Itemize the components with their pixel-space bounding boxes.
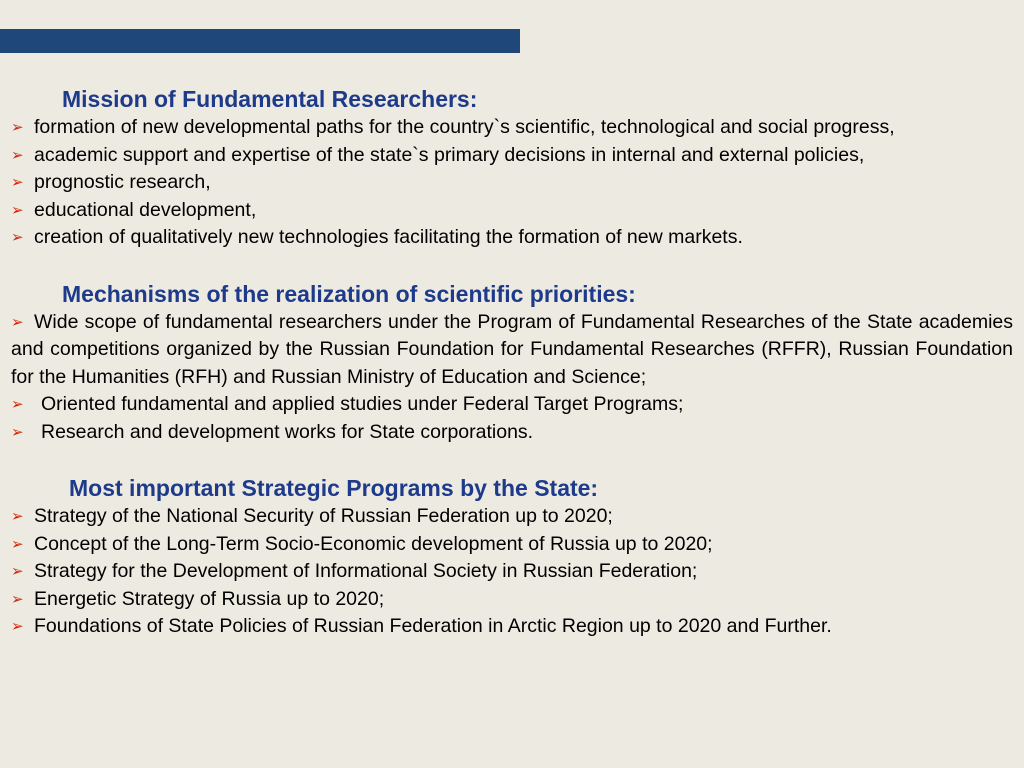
list-item xyxy=(11,309,1013,392)
arrow-bullet-icon: ➢ xyxy=(11,535,24,553)
list-item xyxy=(11,142,1013,170)
slide-content xyxy=(11,84,1013,641)
list-item-text: Foundations of State Policies of Russian Federation in Arctic Region up to 2020 and Further. xyxy=(34,615,832,637)
list-item xyxy=(11,391,1013,419)
mechanisms-heading: Mechanisms of the realization of scientific priorities: xyxy=(62,280,636,307)
list-item-text: Oriented fundamental and applied studies under Federal Target Programs; xyxy=(41,393,684,415)
list-item-text: academic support and expertise of the state`s primary decisions in internal and external policies, xyxy=(34,143,865,166)
list-item xyxy=(11,197,1013,225)
list-item xyxy=(11,531,1013,559)
mission-list xyxy=(11,114,1013,252)
arrow-bullet-icon: ➢ xyxy=(11,146,24,164)
arrow-bullet-icon: ➢ xyxy=(11,174,24,191)
list-item-text: formation of new developmental paths for the country`s scientific, technological and social progress, xyxy=(34,116,895,138)
list-item-text: Energetic Strategy of Russia up to 2020; xyxy=(34,587,385,610)
list-item xyxy=(11,169,1013,197)
list-item xyxy=(11,586,1013,614)
list-item-text: Strategy of the National Security of Russian Federation up to 2020; xyxy=(34,505,613,527)
list-item xyxy=(11,503,1013,531)
arrow-bullet-icon: ➢ xyxy=(11,313,24,331)
section-spacer xyxy=(11,446,1013,473)
mission-heading: Mission of Fundamental Researchers: xyxy=(62,86,478,112)
arrow-bullet-icon: ➢ xyxy=(11,201,24,219)
mechanisms-list xyxy=(11,309,1013,447)
top-accent-bar xyxy=(0,29,520,53)
strategic-programs-heading: Most important Strategic Programs by the State: xyxy=(69,475,599,501)
list-item xyxy=(11,558,1013,586)
list-item xyxy=(11,419,1013,447)
arrow-bullet-icon: ➢ xyxy=(11,563,24,580)
arrow-bullet-icon: ➢ xyxy=(11,590,24,608)
arrow-bullet-icon: ➢ xyxy=(11,618,24,635)
arrow-bullet-icon: ➢ xyxy=(11,229,24,246)
list-item-text: Wide scope of fundamental researchers under the Program of Fundamental Researches of the State academies and competitions organized by the Russian Foundation for Fundamental Researches (RFFR), Russian Foundation for the Humanities (RFH) and Russian Ministry of Education and Science; xyxy=(11,310,1013,388)
arrow-bullet-icon: ➢ xyxy=(11,508,24,525)
list-item xyxy=(11,613,1013,641)
list-item-text: Research and development works for State corporations. xyxy=(41,420,534,443)
list-item-text: Strategy for the Development of Informational Society in Russian Federation; xyxy=(34,560,698,582)
list-item-text: educational development, xyxy=(34,198,257,221)
section-spacer xyxy=(11,252,1013,279)
arrow-bullet-icon: ➢ xyxy=(11,423,24,441)
list-item-text: Concept of the Long-Term Socio-Economic development of Russia up to 2020; xyxy=(34,532,713,555)
list-item-text: creation of qualitatively new technologies facilitating the formation of new markets. xyxy=(34,226,743,248)
list-item xyxy=(11,224,1013,252)
list-item-text: prognostic research, xyxy=(34,171,211,193)
arrow-bullet-icon: ➢ xyxy=(11,396,24,413)
strategic-programs-list xyxy=(11,503,1013,641)
arrow-bullet-icon: ➢ xyxy=(11,119,24,136)
list-item xyxy=(11,114,1013,142)
